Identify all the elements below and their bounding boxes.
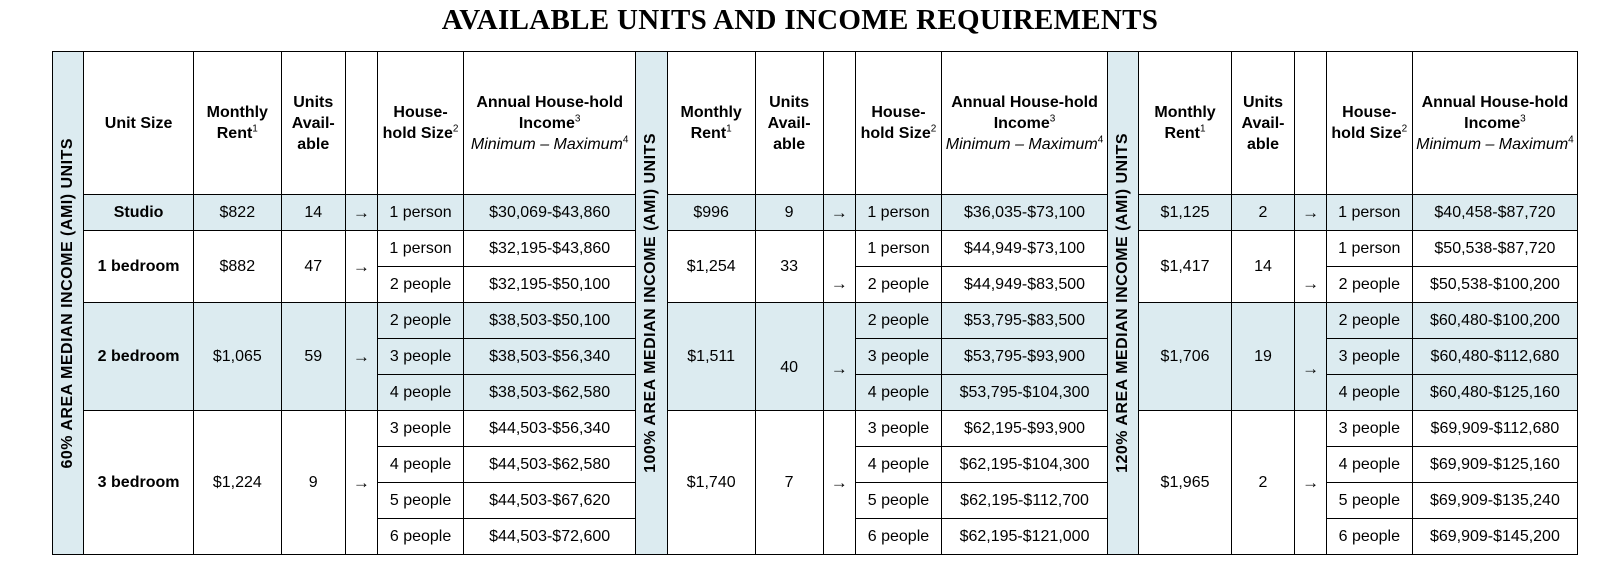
rent-cell: $1,511 (667, 303, 755, 411)
household-cell: 2 people (378, 267, 464, 303)
header-household-size-120: House-hold Size$^2$ (1326, 52, 1412, 195)
household-cell: 1 person (855, 195, 941, 231)
household-cell: 5 people (378, 483, 464, 519)
household-cell: 2 people (378, 303, 464, 339)
arrow-icon: → (823, 231, 855, 303)
household-cell: 4 people (378, 447, 464, 483)
income-cell: $44,949-$83,500 (942, 267, 1108, 303)
header-arrow-120 (1295, 52, 1326, 195)
units-table-wrapper (52, 51, 1578, 555)
table-row (53, 195, 1578, 231)
header-unit-size: Unit Size (84, 52, 193, 195)
ami-100-label: 100% AREA MEDIAN INCOME (AMI) UNITS (642, 133, 660, 473)
income-cell: $53,795-$93,900 (942, 339, 1108, 375)
table-row (53, 411, 1578, 447)
unit-size-cell: 3 bedroom (84, 411, 193, 555)
income-cell: $69,909-$135,240 (1412, 483, 1577, 519)
units-cell: 2 (1231, 195, 1295, 231)
income-cell: $50,538-$100,200 (1412, 267, 1577, 303)
rent-cell: $1,965 (1139, 411, 1231, 555)
arrow-icon: → (823, 411, 855, 555)
income-cell: $53,795-$104,300 (942, 375, 1108, 411)
household-cell: 3 people (1326, 411, 1412, 447)
rent-cell: $1,254 (667, 231, 755, 303)
units-cell: 2 (1231, 411, 1295, 555)
household-cell: 4 people (855, 447, 941, 483)
header-annual-income-60: Annual House-hold Income$^3$ Minimum – Maximum$^4$ (464, 52, 636, 195)
rent-cell: $1,125 (1139, 195, 1231, 231)
table-row (53, 303, 1578, 339)
header-arrow-60 (345, 52, 377, 195)
header-household-size-60: House-hold Size$^2$ (378, 52, 464, 195)
page-title: AVAILABLE UNITS AND INCOME REQUIREMENTS (441, 4, 1159, 36)
header-monthly-rent-60: Monthly Rent$^1$ (193, 52, 281, 195)
household-cell: 3 people (855, 339, 941, 375)
household-cell: 1 person (1326, 195, 1412, 231)
unit-size-cell: 1 bedroom (84, 231, 193, 303)
arrow-icon: → (345, 411, 377, 555)
income-cell: $30,069-$43,860 (464, 195, 636, 231)
income-cell: $38,503-$56,340 (464, 339, 636, 375)
units-cell: 59 (281, 303, 345, 411)
units-income-table (52, 51, 1578, 555)
household-cell: 5 people (1326, 483, 1412, 519)
header-annual-income-100: Annual House-hold Income$^3$ Minimum – Maximum$^4$ (942, 52, 1108, 195)
units-cell: 14 (281, 195, 345, 231)
household-cell: 2 people (855, 303, 941, 339)
rent-cell: $1,417 (1139, 231, 1231, 303)
income-cell: $50,538-$87,720 (1412, 231, 1577, 267)
income-cell: $44,503-$62,580 (464, 447, 636, 483)
arrow-icon: → (345, 303, 377, 411)
arrow-icon: → (345, 231, 377, 303)
household-cell: 3 people (855, 411, 941, 447)
household-cell: 4 people (378, 375, 464, 411)
household-cell: 1 person (855, 231, 941, 267)
income-cell: $44,949-$73,100 (942, 231, 1108, 267)
income-cell: $62,195-$93,900 (942, 411, 1108, 447)
household-cell: 6 people (1326, 519, 1412, 555)
income-cell: $40,458-$87,720 (1412, 195, 1577, 231)
household-cell: 4 people (855, 375, 941, 411)
household-cell: 3 people (378, 411, 464, 447)
arrow-icon: → (823, 303, 855, 411)
household-cell: 1 person (378, 195, 464, 231)
household-cell: 3 people (1326, 339, 1412, 375)
household-cell: 4 people (1326, 375, 1412, 411)
unit-size-cell: Studio (84, 195, 193, 231)
household-cell: 1 person (378, 231, 464, 267)
header-arrow-100 (823, 52, 855, 195)
unit-size-cell: 2 bedroom (84, 303, 193, 411)
income-cell: $32,195-$50,100 (464, 267, 636, 303)
arrow-icon: → (1295, 231, 1326, 303)
rent-cell: $996 (667, 195, 755, 231)
arrow-icon: → (1295, 195, 1326, 231)
income-cell: $36,035-$73,100 (942, 195, 1108, 231)
units-cell: 7 (755, 411, 823, 555)
rent-cell: $1,224 (193, 411, 281, 555)
income-cell: $60,480-$100,200 (1412, 303, 1577, 339)
header-annual-income-120: Annual House-hold Income$^3$ Minimum – Maximum$^4$ (1412, 52, 1577, 195)
units-cell: 40 (755, 303, 823, 411)
income-cell: $44,503-$67,620 (464, 483, 636, 519)
household-cell: 1 person (1326, 231, 1412, 267)
rent-cell: $1,706 (1139, 303, 1231, 411)
income-cell: $32,195-$43,860 (464, 231, 636, 267)
ami-120-label: 120% AREA MEDIAN INCOME (AMI) UNITS (1114, 133, 1132, 473)
header-household-size-100: House-hold Size$^2$ (855, 52, 941, 195)
header-units-available-120: Units Avail-able (1231, 52, 1295, 195)
income-cell: $60,480-$112,680 (1412, 339, 1577, 375)
income-cell: $53,795-$83,500 (942, 303, 1108, 339)
rent-cell: $1,740 (667, 411, 755, 555)
arrow-icon: → (1295, 303, 1326, 411)
household-cell: 6 people (378, 519, 464, 555)
income-cell: $69,909-$145,200 (1412, 519, 1577, 555)
income-cell: $69,909-$112,680 (1412, 411, 1577, 447)
income-cell: $38,503-$50,100 (464, 303, 636, 339)
units-cell: 14 (1231, 231, 1295, 303)
arrow-icon: → (823, 195, 855, 231)
rent-cell: $882 (193, 231, 281, 303)
income-cell: $62,195-$104,300 (942, 447, 1108, 483)
ami-100-band (636, 52, 667, 555)
income-cell: $60,480-$125,160 (1412, 375, 1577, 411)
ami-60-band (53, 52, 84, 555)
header-monthly-rent-100: Monthly Rent$^1$ (667, 52, 755, 195)
units-cell: 33 (755, 231, 823, 303)
units-cell: 9 (755, 195, 823, 231)
rent-cell: $822 (193, 195, 281, 231)
ami-60-label: 60% AREA MEDIAN INCOME (AMI) UNITS (59, 137, 77, 469)
income-cell: $62,195-$121,000 (942, 519, 1108, 555)
header-monthly-rent-120: Monthly Rent$^1$ (1139, 52, 1231, 195)
header-row (53, 52, 1578, 195)
units-cell: 9 (281, 411, 345, 555)
income-cell: $44,503-$72,600 (464, 519, 636, 555)
income-cell: $62,195-$112,700 (942, 483, 1108, 519)
household-cell: 5 people (855, 483, 941, 519)
header-units-available-60: Units Avail-able (281, 52, 345, 195)
units-cell: 47 (281, 231, 345, 303)
header-units-available-100: Units Avail-able (755, 52, 823, 195)
arrow-icon: → (345, 195, 377, 231)
arrow-icon: → (1295, 411, 1326, 555)
household-cell: 6 people (855, 519, 941, 555)
income-cell: $38,503-$62,580 (464, 375, 636, 411)
income-cell: $44,503-$56,340 (464, 411, 636, 447)
household-cell: 2 people (1326, 303, 1412, 339)
household-cell: 2 people (855, 267, 941, 303)
units-cell: 19 (1231, 303, 1295, 411)
income-cell: $69,909-$125,160 (1412, 447, 1577, 483)
ami-120-band (1108, 52, 1139, 555)
household-cell: 4 people (1326, 447, 1412, 483)
household-cell: 2 people (1326, 267, 1412, 303)
household-cell: 3 people (378, 339, 464, 375)
table-row (53, 231, 1578, 267)
rent-cell: $1,065 (193, 303, 281, 411)
